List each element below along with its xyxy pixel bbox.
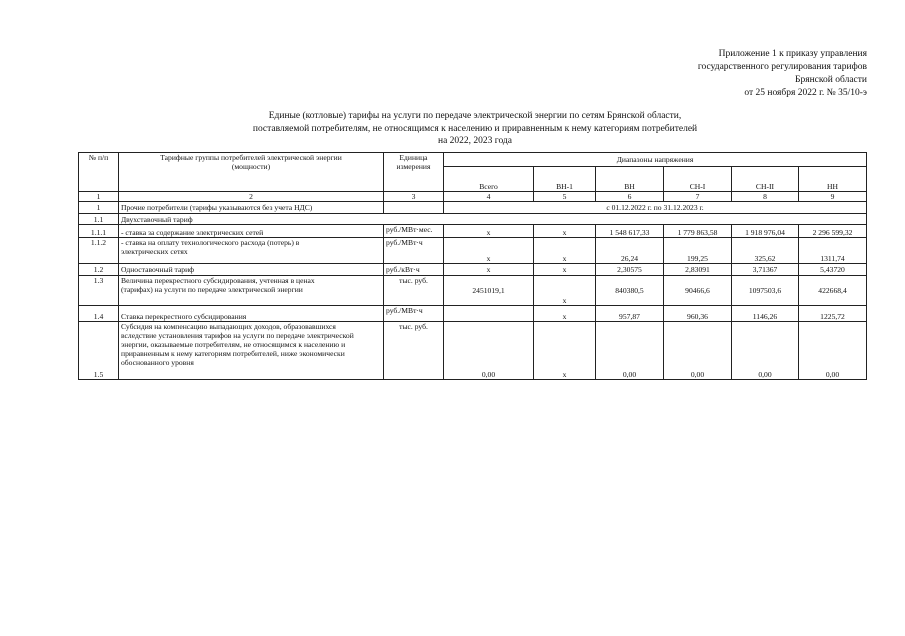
column-number-row: [79, 192, 867, 202]
row-value: х: [534, 264, 596, 276]
document-title: [180, 110, 770, 148]
row-unit: тыс. руб.: [384, 276, 444, 306]
row-value: 840380,5: [596, 276, 664, 306]
appendix-line: от 25 ноября 2022 г. № 35/10-э: [744, 88, 867, 98]
row-num: 1.2: [79, 264, 119, 276]
col-number: 6: [596, 192, 664, 202]
row-unit: руб./МВт·ч: [384, 306, 444, 322]
row-num: 1.1.1: [79, 225, 119, 238]
row-value: 2,83091: [664, 264, 732, 276]
row-value: 1 779 863,58: [664, 225, 732, 238]
row-value: 2451019,1: [444, 276, 534, 306]
header-col-nn: НН: [799, 167, 867, 192]
table-row: [79, 276, 867, 306]
row-value: 3,71367: [732, 264, 799, 276]
col-number: 8: [732, 192, 799, 202]
header-col-sn2: СН-II: [732, 167, 799, 192]
row-value: 199,25: [664, 238, 732, 264]
row-unit: тыс. руб.: [384, 322, 444, 380]
header-num: № п/п: [79, 153, 119, 192]
header-unit: Единица измерения: [384, 153, 444, 192]
row-value: 0,00: [664, 322, 732, 380]
row-name: - ставка за содержание электрических сетей: [119, 225, 384, 238]
appendix-line: Приложение 1 к приказу управления: [718, 49, 867, 59]
row-value: 90466,6: [664, 276, 732, 306]
col-number: 7: [664, 192, 732, 202]
row-name: Ставка перекрестного субсидирования: [119, 306, 384, 322]
row-value: х: [444, 264, 534, 276]
row-name: Двухставочный тариф: [119, 214, 867, 225]
header-col-total: Всего: [444, 167, 534, 192]
table-row: [79, 322, 867, 380]
row-num: 1.5: [79, 322, 119, 380]
row-period: с 01.12.2022 г. по 31.12.2023 г.: [444, 202, 867, 214]
row-unit: руб./МВт·ч: [384, 238, 444, 264]
col-number: 2: [119, 192, 384, 202]
header-group: Тарифные группы потребителей электрической энергии (мощности): [119, 153, 384, 192]
header-col-vn: ВН: [596, 167, 664, 192]
row-value: 960,36: [664, 306, 732, 322]
header-row: [79, 153, 867, 167]
row-value: 1 548 617,33: [596, 225, 664, 238]
col-number: 5: [534, 192, 596, 202]
table-row: [79, 264, 867, 276]
row-value: 1311,74: [799, 238, 867, 264]
col-number: 9: [799, 192, 867, 202]
tariff-table: [78, 152, 867, 380]
row-value: 2 296 599,32: [799, 225, 867, 238]
row-value: 26,24: [596, 238, 664, 264]
row-value: х: [534, 276, 596, 306]
row-value: х: [534, 238, 596, 264]
row-value: 1146,26: [732, 306, 799, 322]
row-value: х: [444, 225, 534, 238]
row-name: Прочие потребители (тарифы указываются без учета НДС): [119, 202, 384, 214]
row-unit: руб./МВт·мес.: [384, 225, 444, 238]
row-value: 0,00: [732, 322, 799, 380]
title-line: Единые (котловые) тарифы на услуги по передаче электрической энергии по сетям Брянской области,: [268, 111, 682, 121]
row-name: - ставка на оплату технологического расхода (потерь) в электрических сетях: [119, 238, 384, 264]
header-ranges: Диапазоны напряжения: [444, 153, 867, 167]
row-value: 325,62: [732, 238, 799, 264]
col-number: 4: [444, 192, 534, 202]
row-name: Субсидия на компенсацию выпадающих доходов, образовавшихся вследствие установления тарифов на услуги по передаче электрической энергии, оказываемые потребителям, не относящимся к населению и приравненным к нему категориям потребителей, ниже экономически обоснованного уровня: [119, 322, 384, 380]
row-unit: [384, 202, 444, 214]
appendix-line: Брянской области: [795, 75, 867, 85]
title-line: на 2022, 2023 года: [438, 136, 512, 146]
row-value: х: [534, 306, 596, 322]
title-line: поставляемой потребителям, не относящимся к населению и приравненным к нему категориям потребителей: [252, 123, 698, 134]
row-num: 1.1.2: [79, 238, 119, 264]
row-value: 5,43720: [799, 264, 867, 276]
table-row: [79, 214, 867, 225]
row-value: 957,87: [596, 306, 664, 322]
row-num: 1.4: [79, 306, 119, 322]
row-value: 1225,72: [799, 306, 867, 322]
row-value: 1097503,6: [732, 276, 799, 306]
header-col-sn1: СН-I: [664, 167, 732, 192]
row-value: х: [534, 322, 596, 380]
row-unit: руб./кВт·ч: [384, 264, 444, 276]
row-value: [444, 306, 534, 322]
row-name: Величина перекрестного субсидирования, учтенная в ценах (тарифах) на услуги по передаче электрической энергии: [119, 276, 384, 306]
table-row: [79, 225, 867, 238]
appendix-line: государственного регулирования тарифов: [697, 62, 867, 72]
row-value: 1 918 976,04: [732, 225, 799, 238]
header-col-vn1: ВН-1: [534, 167, 596, 192]
row-num: 1: [79, 202, 119, 214]
table-row: [79, 306, 867, 322]
row-value: 0,00: [799, 322, 867, 380]
row-value: 0,00: [444, 322, 534, 380]
row-num: 1.3: [79, 276, 119, 306]
row-value: х: [534, 225, 596, 238]
row-value: 422668,4: [799, 276, 867, 306]
table-row: [79, 202, 867, 214]
col-number: 3: [384, 192, 444, 202]
row-value: 2,30575: [596, 264, 664, 276]
appendix-header: [698, 48, 867, 100]
table-row: [79, 238, 867, 264]
row-num: 1.1: [79, 214, 119, 225]
row-name: Одноставочный тариф: [119, 264, 384, 276]
col-number: 1: [79, 192, 119, 202]
row-value: 0,00: [596, 322, 664, 380]
row-value: х: [444, 238, 534, 264]
